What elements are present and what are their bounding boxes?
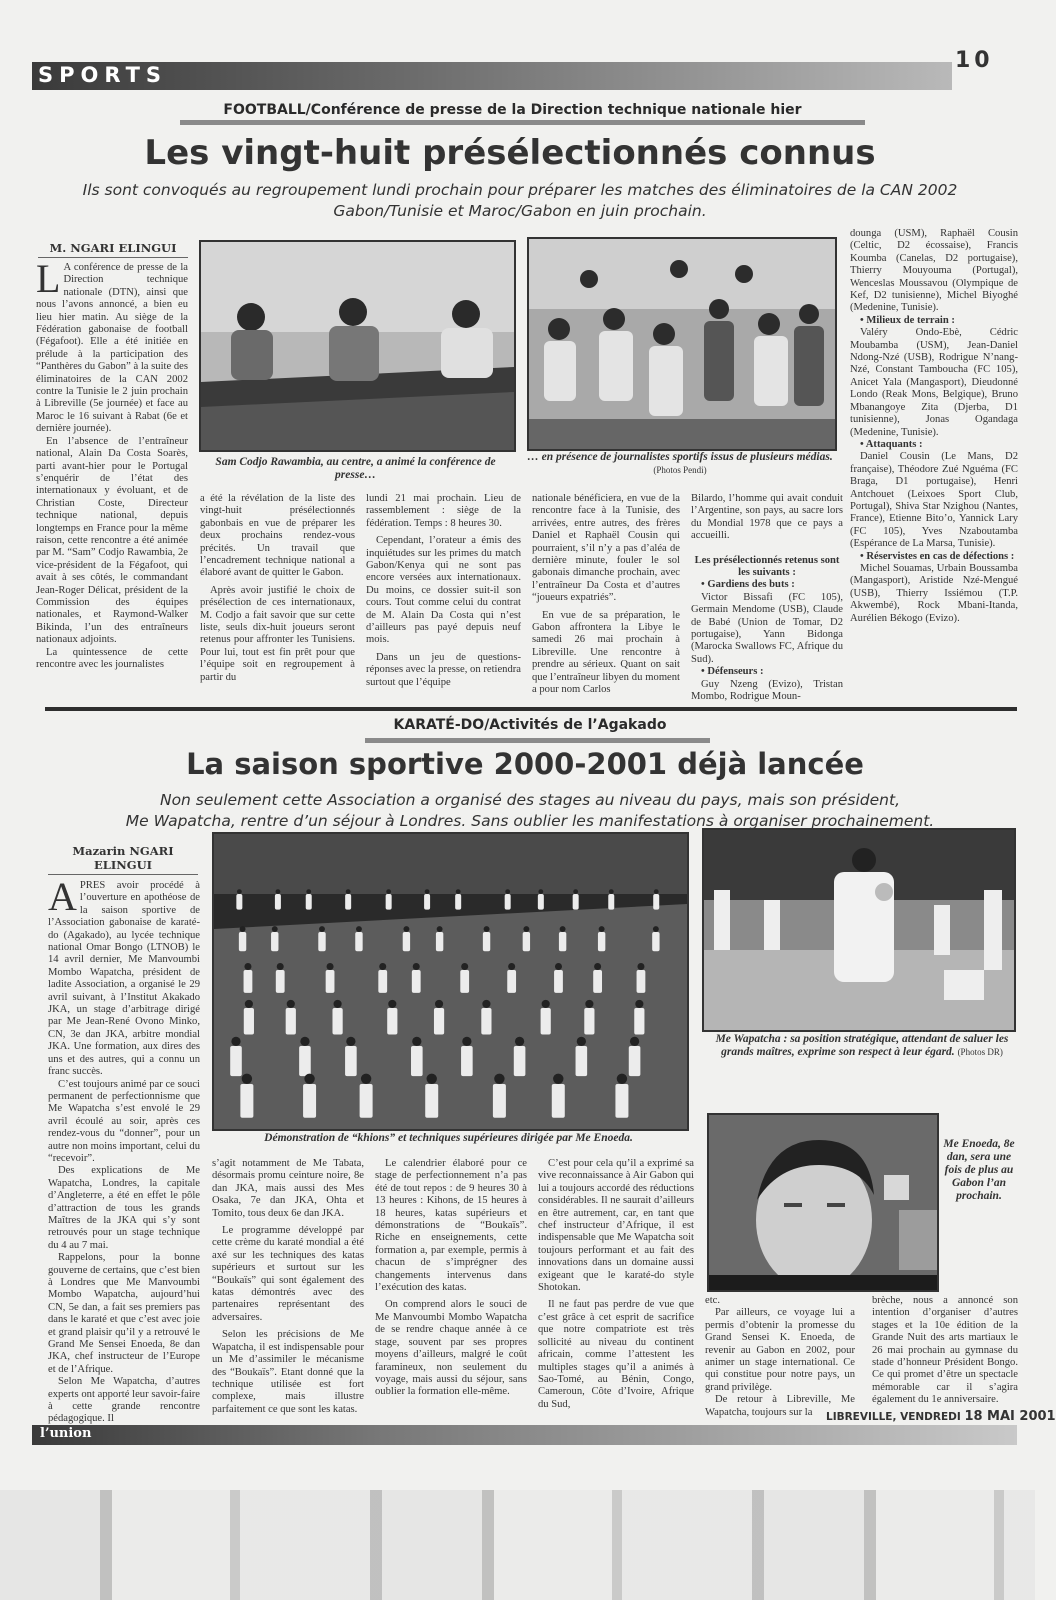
paragraph: nationale bénéficiera, en vue de la rencontre face à la Tunisie, des arrivées, entre autres, des frères Daniel et Raphaël Cousin qui pourraient, s’il n’y a pas d’aléa de dernière minute, fouler le sol gabonais dimanche prochain, avec l’entraîneur Da Costa et d’autres “joueurs expatriés”. bbox=[532, 493, 680, 604]
karateka-head bbox=[334, 1000, 342, 1008]
page-number: 10 bbox=[955, 48, 994, 73]
forwards-list: Daniel Cousin (Le Mans, D2 française), Théodore Zué Nguéma (FC Braga, D1 portugaise), Henri Antchouet (Leixoes Sport Club, Portugal), Shiva Star Nzighou (Nantes, France), Etienne Bito’o, Yannick Lary (FC 105), Yves Nzaboutamba (Espérance de La Marsa, Tunisie). bbox=[850, 451, 1018, 550]
karateka-head bbox=[494, 1074, 504, 1084]
photo1-caption: Démonstration de “khions” et techniques supérieures dirigée par Me Enoeda. bbox=[264, 1132, 633, 1144]
paragraph: La quintessence de cette rencontre avec les journalistes bbox=[36, 646, 188, 670]
karateka-figure bbox=[332, 1008, 342, 1035]
karateka-figure bbox=[387, 1008, 397, 1035]
article1-column-6 bbox=[850, 228, 1018, 700]
paragraph: Le programme développé par cette crème du karaté mondial a été axé sur les techniques des katas supérieurs et surtout sur les “Boukaïs” qui sont également des katas démontrés avec des partenaires représentant des adversaires. bbox=[212, 1225, 364, 1323]
midfielders-label: • Milieux de terrain : bbox=[860, 314, 955, 326]
paragraph: A conférence de presse de la Direction technique nationale (DTN), ainsi que nous l’avons annoncé, a bien eu lieu hier matin. Au siège de la Fédération gabonaise de football (Fégafoot). Elle a été initiée en prélude à la participation des “Panthères du Gabon” à la suite des éliminatoires de la CAN 2002 contre la Tunisie le 2 juin prochain à Libreville (5e journée) et face au Maroc le 16 suivant à Rabat (6e et dernière journée). bbox=[36, 262, 188, 435]
photo3-caption: Me Enoeda, 8e dan, sera une fois de plus au Gabon l’an prochain. bbox=[943, 1138, 1015, 1202]
list-heading: Les présélectionnés retenus sont les suivants : bbox=[694, 554, 840, 579]
karateka-figure bbox=[299, 1046, 311, 1076]
article1-column-3 bbox=[366, 493, 521, 698]
article2-column-3 bbox=[375, 1158, 527, 1420]
paragraph: Par ailleurs, ce voyage lui a permis d’obtenir la promesse du Grand Sensei K. Enoeda, de revenir au Gabon en 2002, pour animer un stage international. Ce qui constitue pour notre pays, un grand privilège. bbox=[705, 1307, 855, 1393]
karateka-head bbox=[361, 1074, 371, 1084]
karateka-head bbox=[437, 926, 443, 932]
article1-column-5 bbox=[691, 493, 843, 703]
photo-enoeda-portrait bbox=[707, 1113, 939, 1292]
drop-cap: A bbox=[48, 874, 77, 919]
karateka-head bbox=[573, 889, 578, 894]
karateka-head bbox=[356, 926, 362, 932]
karateka-head bbox=[609, 889, 614, 894]
article1-column-1 bbox=[36, 256, 188, 700]
defenders-list-end: dounga (USM), Raphaël Cousin (Celtic, D2 écossaise), Francis Koumba (Canelas, D2 portugaise), Thierry Mouyouma (Portugal), Wenceslas Moussavou (Olympique de Kef, D2 tunisienne), Michel Biyoghé (Medenine, Tunisie). bbox=[850, 228, 1018, 314]
karateka-head bbox=[654, 889, 659, 894]
karateka-figure bbox=[275, 894, 281, 910]
paragraph: lundi 21 mai prochain. Lieu de rassemblement : siège de la fédération. Temps : 8 heures 30. bbox=[366, 493, 521, 529]
paragraph: De retour à Libreville, Me Wapatcha, toujours sur la bbox=[705, 1394, 855, 1418]
karateka-figure bbox=[634, 1008, 644, 1035]
photo-image bbox=[709, 1115, 937, 1290]
karateka-head bbox=[630, 1037, 639, 1046]
karateka-head bbox=[319, 926, 325, 932]
karateka-head bbox=[461, 963, 468, 970]
photo-journalists bbox=[527, 237, 837, 451]
karateka-head bbox=[515, 1037, 524, 1046]
paragraph: PRES avoir procédé à l’ouverture en apothéose de la saison sportive de l’Association gabonaise de karaté-do (Agakado), au lycée technique national Omar Bongo (LTNOB) le 14 avril dernier, Me Manvoumbi Mombo Wapatcha, président de ladite Association, a organisé le 29 avril suivant, à l’Institut Akakado JKA, un stage d’arbitrage dirigé par Me Jean-René Ovono Minko, CN, 3e dan JKA, arbitre mondial JKA. Une formation, aux dires des uns et des autres, qui a connu un franc succès. bbox=[48, 880, 200, 1078]
karateka-figure bbox=[629, 1046, 641, 1076]
photo2-caption-text: Me Wapatcha : sa position stratégique, attendant de saluer les grands maîtres, exprime son respect à leur égard. bbox=[715, 1033, 1009, 1058]
paragraph: Dans un jeu de questions-réponses avec la presse, on retiendra surtout que l’équipe bbox=[366, 651, 521, 688]
article2-deck bbox=[80, 790, 980, 832]
drop-cap: L bbox=[36, 256, 61, 301]
karateka-figure bbox=[483, 932, 490, 951]
karateka-figure bbox=[652, 932, 659, 951]
paragraph: Selon Me Wapatcha, d’autres experts ont apporté leur savoir-faire à cette grande rencontre pédagogique. Il bbox=[48, 1376, 200, 1425]
photo1-caption: Sam Codjo Rawambia, au centre, a animé la conférence de presse… bbox=[215, 456, 496, 481]
article2-byline: Mazarin NGARI ELINGUI bbox=[48, 844, 198, 875]
karateka-figure bbox=[306, 894, 312, 910]
karateka-head bbox=[637, 963, 644, 970]
paragraph: Rappelons, pour la bonne gouverne de certains, que c’est bien à Londres que Me Manvoumbi Mombo Wapatcha, aujourd’hui CN, 5e dan, a fait ses premiers pas dans le karaté et que c’est avec joie et grand plaisir qu’il y a retrouvé le Grand Me Sensei Enoeda, 8e dan JKA, chef instructeur de l’Europe et de l’Afrique. bbox=[48, 1252, 200, 1375]
karateka-figure bbox=[461, 1046, 473, 1076]
karateka-figure bbox=[239, 932, 246, 951]
karateka-figure bbox=[554, 970, 563, 993]
photo-image bbox=[201, 242, 514, 450]
photo-credit: (Photos Pendi) bbox=[653, 465, 707, 475]
karateka-head bbox=[542, 1000, 550, 1008]
karateka-figure bbox=[552, 1084, 565, 1118]
karateka-head bbox=[231, 1037, 240, 1046]
karateka-head bbox=[242, 1074, 252, 1084]
paragraph: On comprend alors le souci de Me Manvoumbi Mombo Wapatcha de se rendre chaque année à ce stage, souvent par ses propres moyens d’ailleurs, malgré le coût faramineux, non seulement du voyage, mais aussi du séjour, sans oublier la formation elle-même. bbox=[375, 1299, 527, 1398]
karateka-figure bbox=[386, 894, 392, 910]
paragraph: Cependant, l’orateur a émis des inquiétudes sur les primes du match Gabon/Kenya qui ne sont pas encore versées aux internationaux. Du moins, ce dossier suit-il son cours. Tout comme celui du contrat de M. Alain Da Costa qui n’est d’ailleurs pas payé depuis neuf mois. bbox=[366, 535, 521, 646]
photo-wapatcha bbox=[702, 828, 1016, 1032]
karateka-figure bbox=[637, 970, 646, 993]
photo-image bbox=[529, 239, 835, 449]
paragraph: a été la révélation de la liste des vingt-huit présélectionnés gabonbais en vue de préparer les deux prochains rendez-vous précités. Un travail que l’encadrement technique national a élaboré avant de quitter le Gabon. bbox=[200, 493, 355, 579]
paragraph: C’est pour cela qu’il a exprimé sa vive reconnaissance à Air Gabon qui lui a toujours accordé des réductions considérables. Il ne saurait d’ailleurs en être autrement, car, en tant que chef instructeur d’Afrique, il est indispensable que Me Wapatcha soit toujours performant et au fait des innovations dans un domaine aussi exigeant que le karaté-do style Shotokan. bbox=[538, 1158, 694, 1294]
karateka-head bbox=[427, 1074, 437, 1084]
article1-column-2 bbox=[200, 493, 355, 698]
dateline-place: LIBREVILLE, VENDREDI bbox=[826, 1411, 961, 1423]
karateka-head bbox=[240, 926, 246, 932]
photo2-caption bbox=[712, 1033, 1012, 1059]
karateka-head bbox=[413, 963, 420, 970]
karateka-figure bbox=[303, 1084, 316, 1118]
photo-credit: (Photos DR) bbox=[957, 1047, 1003, 1057]
karateka-figure bbox=[318, 932, 325, 951]
karateka-head bbox=[412, 1037, 421, 1046]
karateka-figure bbox=[653, 894, 659, 910]
karateka-figure bbox=[598, 932, 605, 951]
karateka-figure bbox=[345, 894, 351, 910]
karateka-head bbox=[300, 1037, 309, 1046]
karateka-head bbox=[327, 963, 334, 970]
article2-column-4 bbox=[538, 1158, 694, 1408]
karateka-head bbox=[484, 926, 490, 932]
karateka-head bbox=[272, 926, 278, 932]
article1-deck: Ils sont convoqués au regroupement lundi prochain pour préparer les matches des éliminatoires de la CAN 2002 Gabon/Tunisie et Maroc/Gabon en juin prochain. bbox=[82, 181, 958, 220]
karateka-head bbox=[553, 1074, 563, 1084]
goalkeepers-list: Victor Bissafi (FC 105), Germain Mendome (USB), Claude de Babé (Union de Tomar, D2 portugaise), Yann Bidonga (Marocka Swallows FC, Afrique du Sud). bbox=[691, 591, 843, 665]
karateka-head bbox=[304, 1074, 314, 1084]
newspaper-brand: l’union bbox=[40, 1426, 92, 1441]
paragraph: Après avoir justifié le choix de présélection de ces internationaux, M. Codjo a fait savoir que sur cette liste, seuls dix-huit joueurs seront retenus pour affronter les Tunisiens. Pour lui, tout est fin prêt pour que l’équipe soit en regroupement à partir du bbox=[200, 584, 355, 683]
karateka-head bbox=[306, 889, 311, 894]
footer-banner bbox=[32, 1425, 1017, 1445]
karateka-figure bbox=[434, 1008, 444, 1035]
karateka-figure bbox=[593, 970, 602, 993]
paragraph: Il ne faut pas perdre de vue que c’est grâce à cet esprit de sacrifice que notre compatriote est très sollicité au niveau du continent africain, comme l’attestent les multiples stages qu’il a animés à Sao-Tomé, au Bénin, Congo, Cameroun, Côte d’Ivoire, Afrique du Sud, bbox=[538, 1299, 694, 1410]
karateka-figure bbox=[424, 894, 430, 910]
dateline bbox=[826, 1409, 1056, 1424]
karateka-figure bbox=[240, 1084, 253, 1118]
karateka-figure bbox=[505, 894, 511, 910]
paragraph: Des explications de Me Wapatcha, Londres, la capitale d’Angleterre, a été en effet le pôle d’attraction de tous les grands Maîtres de la JKA qui s’y sont retrouvés pour un stage technique du 4 au 7 mai. bbox=[48, 1165, 200, 1251]
paragraph: Selon les précisions de Me Wapatcha, il est indispensable pour un Me d’assimiler le mécanisme des “Boukaïs”. Etant donné que la technique utilisée est fort complexe, mais illustre parfaitement ce que sont les katas. bbox=[212, 1329, 364, 1415]
reserves-label: • Réservistes en cas de défections : bbox=[860, 550, 1015, 562]
paragraph: C’est toujours animé par ce souci permanent de perfectionnisme que Me Wapatcha s’est envolé le 29 avril écoulé au soir, après ces rendez-vous du “donner”, pour un autre non moins important, celui du “recevoir”. bbox=[48, 1078, 200, 1164]
karateka-head bbox=[379, 963, 386, 970]
karateka-figure bbox=[507, 970, 516, 993]
karateka-head bbox=[555, 963, 562, 970]
karateka-head bbox=[346, 1037, 355, 1046]
karateka-figure bbox=[523, 932, 530, 951]
deck-line-2: Me Wapatcha, rentre d’un séjour à Londres. Sans oublier les manifestations à organiser prochainement. bbox=[125, 812, 935, 830]
article2-column-5 bbox=[705, 1295, 855, 1418]
deck-line-1: Non seulement cette Association a organisé des stages au niveau du pays, mais son président, bbox=[159, 791, 901, 809]
article2-column-2 bbox=[212, 1158, 364, 1420]
article2-column-1 bbox=[48, 874, 200, 1425]
section-label: SPORTS bbox=[38, 63, 168, 87]
dateline-date: 18 MAI 2001 bbox=[964, 1409, 1056, 1424]
karateka-figure bbox=[326, 970, 335, 993]
article2-column-6 bbox=[872, 1295, 1018, 1407]
karateka-figure bbox=[403, 932, 410, 951]
karateka-figure bbox=[425, 1084, 438, 1118]
article2-kicker: KARATÉ-DO/Activités de l’Agakado bbox=[393, 717, 667, 733]
karateka-figure bbox=[378, 970, 387, 993]
scan-margin bbox=[0, 1490, 1035, 1600]
photo-karate-demonstration bbox=[212, 832, 689, 1131]
karateka-head bbox=[346, 889, 351, 894]
photo-image bbox=[214, 834, 687, 1129]
article1-byline: M. NGARI ELINGUI bbox=[38, 241, 188, 258]
paragraph: s’agit notamment de Me Tabata, désormais promu ceinture noire, 8e dan JKA, mais aussi des Mes Osaka, 7e dan JKA, Ohta et Tomito, tous deux 6e dan JKA. bbox=[212, 1158, 364, 1219]
karateka-figure bbox=[436, 932, 443, 951]
karateka-head bbox=[617, 1074, 627, 1084]
paragraph: Bilardo, l’homme qui avait conduit l’Argentine, son pays, au sacre lors du Mondial 1978 que ce pays a accueilli. bbox=[691, 493, 843, 542]
karateka-head bbox=[462, 1037, 471, 1046]
kicker-underline bbox=[365, 738, 710, 743]
karateka-head bbox=[435, 1000, 443, 1008]
karateka-head bbox=[508, 963, 515, 970]
karateka-figure bbox=[576, 1046, 588, 1076]
karateka-head bbox=[245, 1000, 253, 1008]
defenders-list-start: Guy Nzeng (Evizo), Tristan Mombo, Rodrigue Moun- bbox=[691, 678, 843, 703]
karateka-figure bbox=[584, 1008, 594, 1035]
karateka-figure bbox=[455, 894, 461, 910]
karateka-figure bbox=[244, 970, 253, 993]
karateka-figure bbox=[360, 1084, 373, 1118]
photo-image bbox=[704, 830, 1014, 1030]
karateka-head bbox=[505, 889, 510, 894]
karateka-figure bbox=[541, 1008, 551, 1035]
photo2-caption-text: … en présence de journalistes sportifs issus de plusieurs médias. bbox=[527, 451, 833, 463]
karateka-head bbox=[577, 1037, 586, 1046]
kicker-underline bbox=[180, 120, 865, 125]
karateka-figure bbox=[608, 894, 614, 910]
karateka-figure bbox=[481, 1008, 491, 1035]
karateka-figure bbox=[460, 970, 469, 993]
photo-press-conference-panel bbox=[199, 240, 516, 452]
paragraph: Le calendrier élaboré pour ce stage de perfectionnement n’a pas été de tout repos : de 9 heures 30 à 13 heures : Kihons, de 15 heures à 18 heures, katas supérieurs et démonstrations de “Boukaïs”. Riche en enseignements, cette formation a, par exemple, permis à chacun de s’imprégner des changements intervenus dans l’exécution des katas. bbox=[375, 1158, 527, 1294]
karateka-figure bbox=[345, 1046, 357, 1076]
karateka-figure bbox=[355, 932, 362, 951]
karateka-head bbox=[560, 926, 566, 932]
photo2-caption bbox=[527, 451, 833, 477]
section-banner bbox=[32, 62, 952, 90]
karateka-figure bbox=[271, 932, 278, 951]
article1-headline: Les vingt-huit présélectionnés connus bbox=[144, 133, 876, 173]
karateka-head bbox=[237, 889, 242, 894]
karateka-head bbox=[277, 963, 284, 970]
karateka-head bbox=[403, 926, 409, 932]
article1-column-4 bbox=[532, 493, 680, 698]
karateka-head bbox=[653, 926, 659, 932]
article1-kicker: FOOTBALL/Conférence de presse de la Direction technique nationale hier bbox=[223, 102, 802, 118]
goalkeepers-label: • Gardiens des buts : bbox=[701, 579, 795, 591]
article-divider bbox=[45, 707, 1017, 711]
karateka-figure bbox=[230, 1046, 242, 1076]
karateka-figure bbox=[615, 1084, 628, 1118]
karateka-head bbox=[482, 1000, 490, 1008]
karateka-head bbox=[425, 889, 430, 894]
karateka-head bbox=[599, 926, 605, 932]
karateka-figure bbox=[236, 894, 242, 910]
paragraph: etc. bbox=[705, 1295, 720, 1306]
karateka-head bbox=[388, 1000, 396, 1008]
karateka-head bbox=[538, 889, 543, 894]
karateka-head bbox=[585, 1000, 593, 1008]
reserves-list: Michel Souamas, Urbain Boussamba (Mangasport), Aristide Nzé-Mengué (USB), Thierry Issiémou (T.P. Akwembé), Rock Mbani-Itanda, Aurélien Békogo (Evizo). bbox=[850, 562, 1018, 624]
karateka-figure bbox=[244, 1008, 254, 1035]
karateka-figure bbox=[412, 970, 421, 993]
karateka-head bbox=[276, 889, 281, 894]
karateka-figure bbox=[411, 1046, 423, 1076]
karateka-figure bbox=[538, 894, 544, 910]
article2-headline: La saison sportive 2000-2001 déjà lancée bbox=[186, 747, 864, 781]
midfielders-list: Valéry Ondo-Ebè, Cédric Moubamba (USM), Jean-Daniel Ndong-Nzé (USB), Rodrigue N’nang-Nzé, Constant Tamboucha (FC 105), Anicet Yala (Mangasport), Dieudonné Londo (Reak Mons, Belgique), Bruno Mbanangoye Zita (Djerba, D1 tunisienne), Jonas Ogandaga (Medenine, Tunisie). bbox=[850, 327, 1018, 438]
paragraph: En vue de sa préparation, le Gabon affrontera la Libye le samedi 26 mai prochain à Libreville. Une rencontre à prendre au sérieux. Quant on sait que l’entraîneur libyen du moment a pour nom Carlos bbox=[532, 609, 680, 696]
karateka-head bbox=[523, 926, 529, 932]
paragraph: En l’absence de l’entraîneur national, Alain Da Costa Soarès, parti avant-hier pour le Portugal s’enquérir de l’état des internationaux y évoluant, et de Christian Coste, Directeur technique national, depuis longtemps en France pour la même raison, cette rencontre a été animée par M. “Sam” Codjo Rawambia, 2e vice-président de la Fégafoot, qui avait à ses côtés, le commandant Jean-Roger Délicat, président de la Commission des équipes nationales, et Raymond-Walker Bikinda, l’un des entraîneurs nationaux adjoints. bbox=[36, 435, 188, 646]
defenders-label: • Défenseurs : bbox=[701, 666, 764, 678]
karateka-head bbox=[594, 963, 601, 970]
karateka-figure bbox=[276, 970, 285, 993]
karateka-head bbox=[287, 1000, 295, 1008]
karateka-figure bbox=[514, 1046, 526, 1076]
paragraph: brèche, nous a annoncé son intention d’organiser d’autres stages et la 10e édition de la Grande Nuit des arts martiaux le 26 mai prochain au gymnase du stade d’honneur Président Bongo. Ce qui promet d’être un spectacle mémorable car il s’agira également du 1e anniversaire. bbox=[872, 1295, 1018, 1406]
karateka-figure bbox=[559, 932, 566, 951]
karateka-head bbox=[635, 1000, 643, 1008]
forwards-label: • Attaquants : bbox=[860, 438, 923, 450]
karateka-head bbox=[386, 889, 391, 894]
karateka-figure bbox=[286, 1008, 296, 1035]
karateka-head bbox=[244, 963, 251, 970]
karateka-figure bbox=[493, 1084, 506, 1118]
karateka-head bbox=[456, 889, 461, 894]
karateka-figure bbox=[573, 894, 579, 910]
